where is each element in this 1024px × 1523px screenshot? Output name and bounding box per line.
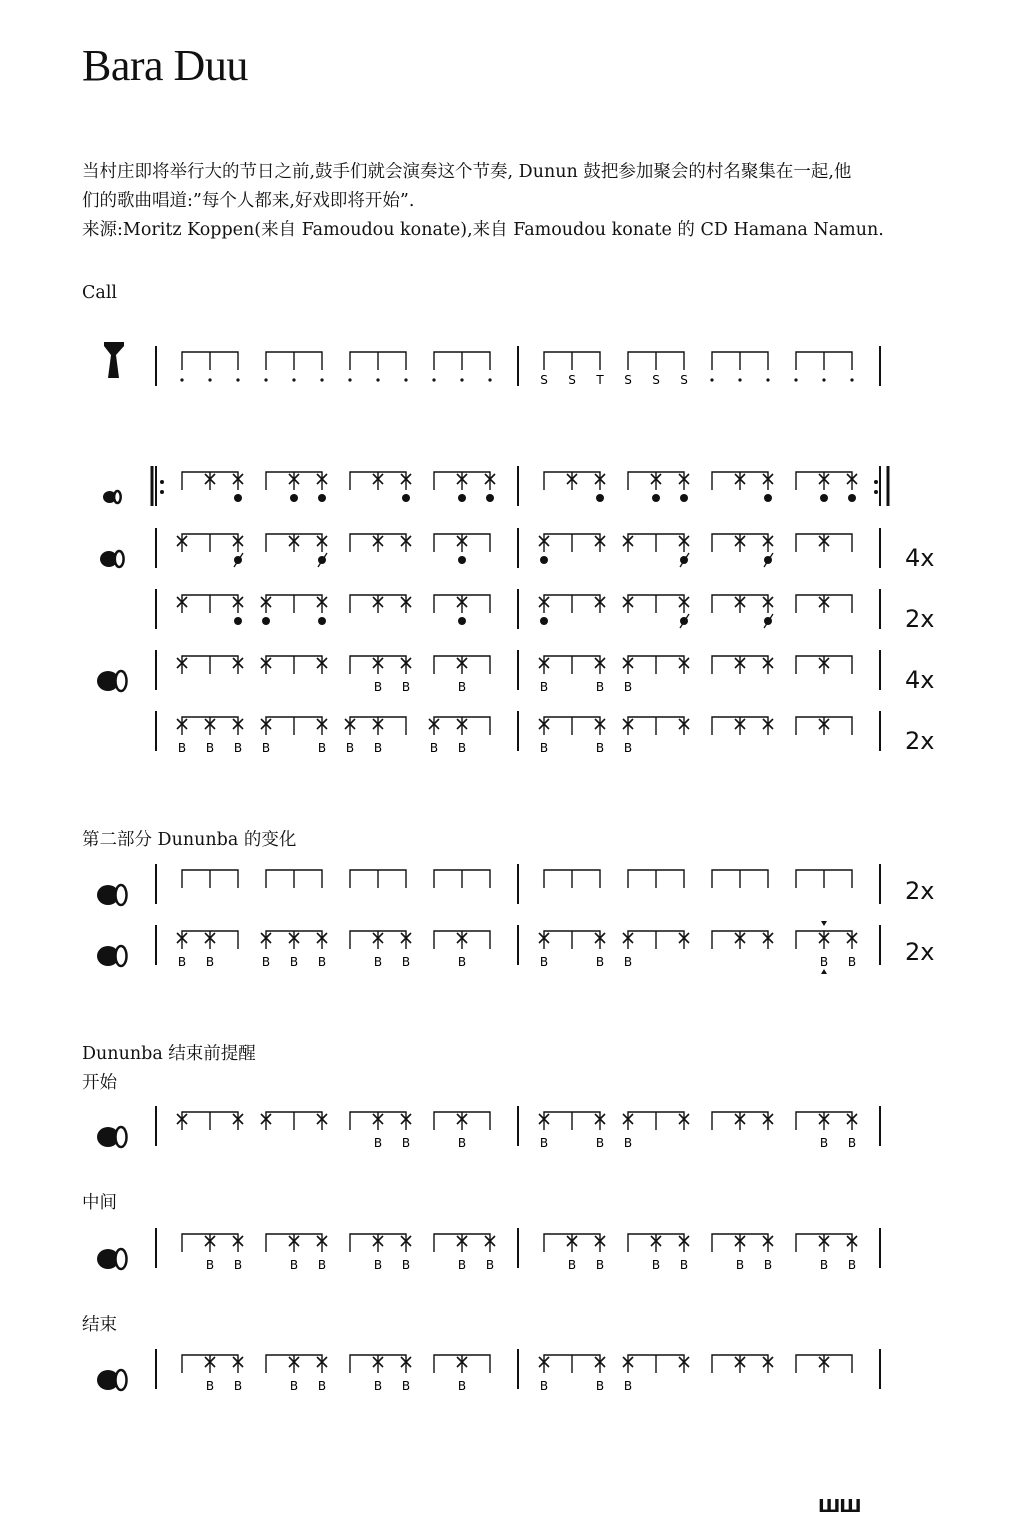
beat-bracket bbox=[350, 1234, 406, 1252]
bass-letter: B bbox=[457, 1136, 467, 1150]
stroke-letter: S bbox=[680, 373, 688, 387]
bass-letter: B bbox=[373, 1136, 383, 1150]
rest-dot bbox=[794, 378, 797, 381]
open-stroke bbox=[318, 494, 326, 502]
notation-row-var2 bbox=[156, 921, 880, 974]
beat-bracket bbox=[434, 656, 490, 674]
bass-letter: B bbox=[373, 1379, 383, 1393]
bass-letter: B bbox=[317, 1379, 327, 1393]
beat-bracket bbox=[796, 656, 852, 674]
bass-letter: B bbox=[595, 741, 605, 755]
drum-head bbox=[116, 1127, 127, 1147]
beat-bracket bbox=[434, 717, 490, 735]
beat-bracket bbox=[544, 656, 600, 674]
rest-dot bbox=[348, 378, 351, 381]
beat-bracket bbox=[182, 1112, 238, 1130]
bass-letter: B bbox=[373, 1258, 383, 1272]
accent-mark bbox=[821, 969, 827, 974]
rest-dot bbox=[180, 378, 183, 381]
beat-bracket bbox=[796, 595, 852, 613]
intro-line: 们的歌曲唱道:”每个人都来,好戏即将开始”. bbox=[82, 191, 415, 211]
intro-line: 当村庄即将举行大的节日之前,鼓手们就会演奏这个节奏, Dunun 鼓把参加聚会的村名聚集在一起,他 bbox=[82, 162, 852, 182]
beat-bracket bbox=[628, 1234, 684, 1252]
beat-bracket bbox=[182, 534, 238, 552]
notation-row-kenkeni bbox=[152, 466, 888, 506]
beat-bracket bbox=[266, 352, 322, 370]
bass-letter: B bbox=[623, 680, 633, 694]
drum-head bbox=[116, 671, 127, 691]
beat-bracket bbox=[266, 534, 322, 552]
beat-bracket bbox=[266, 931, 322, 949]
bass-letter: B bbox=[401, 680, 411, 694]
bass-letter: B bbox=[623, 1136, 633, 1150]
rest-dot bbox=[320, 378, 323, 381]
open-stroke bbox=[820, 494, 828, 502]
bass-letter: B bbox=[401, 955, 411, 969]
beat-bracket bbox=[712, 870, 768, 888]
rest-dot bbox=[404, 378, 407, 381]
bass-letter: B bbox=[457, 955, 467, 969]
open-stroke bbox=[486, 494, 494, 502]
bass-letter: B bbox=[623, 741, 633, 755]
bass-letter: B bbox=[289, 1379, 299, 1393]
bass-letter: B bbox=[763, 1258, 773, 1272]
bass-letter: B bbox=[317, 955, 327, 969]
beat-bracket bbox=[434, 1112, 490, 1130]
beat-bracket bbox=[544, 534, 600, 552]
bass-letter: B bbox=[317, 1258, 327, 1272]
accent-mark bbox=[821, 921, 827, 926]
section-label-part2: 第二部分 Dununba 的变化 bbox=[82, 830, 297, 850]
notation-row-var1 bbox=[156, 864, 880, 904]
bass-letter: B bbox=[595, 1136, 605, 1150]
beat-bracket bbox=[350, 870, 406, 888]
beat-bracket bbox=[628, 656, 684, 674]
bass-letter: B bbox=[679, 1258, 689, 1272]
beat-bracket bbox=[544, 595, 600, 613]
stroke-letter: S bbox=[540, 373, 548, 387]
bass-letter: B bbox=[317, 741, 327, 755]
beat-bracket bbox=[350, 931, 406, 949]
dununba-icon bbox=[97, 671, 127, 691]
beat-bracket bbox=[544, 1112, 600, 1130]
beat-bracket bbox=[712, 534, 768, 552]
rest-dot bbox=[766, 378, 769, 381]
bass-letter: B bbox=[539, 1136, 549, 1150]
beat-bracket bbox=[712, 656, 768, 674]
beat-bracket bbox=[544, 1355, 600, 1373]
rest-dot bbox=[488, 378, 491, 381]
djembe-shape bbox=[104, 342, 124, 378]
rest-dot bbox=[208, 378, 211, 381]
open-stroke bbox=[848, 494, 856, 502]
sangban-icon bbox=[100, 551, 124, 567]
bass-letter: B bbox=[457, 1258, 467, 1272]
bass-letter: B bbox=[205, 1258, 215, 1272]
beat-bracket bbox=[628, 352, 684, 370]
open-stroke bbox=[680, 494, 688, 502]
beat-bracket bbox=[266, 1112, 322, 1130]
beat-bracket bbox=[712, 472, 768, 490]
beat-bracket bbox=[712, 595, 768, 613]
beat-bracket bbox=[266, 1234, 322, 1252]
section-label-call: Call bbox=[82, 283, 118, 303]
beat-bracket bbox=[796, 870, 852, 888]
open-stroke bbox=[540, 556, 548, 564]
notation-row-dununba2 bbox=[156, 711, 880, 755]
stroke-letter: S bbox=[652, 373, 660, 387]
bass-letter: B bbox=[401, 1136, 411, 1150]
bass-letter: B bbox=[289, 955, 299, 969]
beat-bracket bbox=[182, 1234, 238, 1252]
bass-letter: B bbox=[623, 955, 633, 969]
beat-bracket bbox=[796, 1112, 852, 1130]
beat-bracket bbox=[434, 595, 490, 613]
beat-bracket bbox=[350, 534, 406, 552]
open-stroke bbox=[234, 494, 242, 502]
beat-bracket bbox=[266, 656, 322, 674]
beat-bracket bbox=[796, 472, 852, 490]
repeat-dot bbox=[874, 480, 878, 484]
bass-letter: B bbox=[205, 1379, 215, 1393]
bass-letter: B bbox=[373, 741, 383, 755]
bass-letter: B bbox=[429, 741, 439, 755]
section-label-start: 开始 bbox=[82, 1073, 117, 1093]
beat-bracket bbox=[266, 717, 322, 735]
beat-bracket bbox=[544, 1234, 600, 1252]
dununba-icon bbox=[97, 885, 127, 905]
bass-letter: B bbox=[595, 1379, 605, 1393]
beat-bracket bbox=[544, 870, 600, 888]
drum-head bbox=[116, 885, 127, 905]
rest-dot bbox=[236, 378, 239, 381]
beat-bracket bbox=[266, 472, 322, 490]
open-stroke bbox=[652, 494, 660, 502]
dununba-icon bbox=[97, 1127, 127, 1147]
beat-bracket bbox=[350, 1112, 406, 1130]
stroke-letter: T bbox=[596, 373, 604, 387]
notation-row-dununba1 bbox=[156, 650, 880, 694]
repeat-dot bbox=[160, 480, 164, 484]
bass-letter: B bbox=[233, 741, 243, 755]
beat-bracket bbox=[266, 1355, 322, 1373]
beat-bracket bbox=[628, 931, 684, 949]
open-stroke bbox=[596, 494, 604, 502]
bass-letter: B bbox=[457, 680, 467, 694]
repeat-count: 4x bbox=[905, 666, 935, 694]
beat-bracket bbox=[182, 717, 238, 735]
beat-bracket bbox=[628, 1112, 684, 1130]
beat-bracket bbox=[544, 352, 600, 370]
bass-letter: B bbox=[401, 1379, 411, 1393]
repeat-count: 2x bbox=[905, 605, 935, 633]
bass-letter: B bbox=[651, 1258, 661, 1272]
beat-bracket bbox=[350, 595, 406, 613]
beat-bracket bbox=[796, 931, 852, 949]
bass-letter: B bbox=[847, 1258, 857, 1272]
footer-mark: ШШ bbox=[818, 1496, 861, 1517]
beat-bracket bbox=[350, 472, 406, 490]
beat-bracket bbox=[712, 717, 768, 735]
drum-head bbox=[116, 946, 127, 966]
rest-dot bbox=[264, 378, 267, 381]
beat-bracket bbox=[182, 931, 238, 949]
section-label-end: 结束 bbox=[82, 1315, 117, 1335]
beat-bracket bbox=[628, 1355, 684, 1373]
section-label-ending: Dununba 结束前提醒 bbox=[82, 1044, 256, 1064]
rest-dot bbox=[432, 378, 435, 381]
beat-bracket bbox=[434, 534, 490, 552]
rest-dot bbox=[292, 378, 295, 381]
open-stroke bbox=[262, 617, 270, 625]
stroke-letter: S bbox=[568, 373, 576, 387]
beat-bracket bbox=[434, 1234, 490, 1252]
stroke-letter: S bbox=[624, 373, 632, 387]
beat-bracket bbox=[628, 595, 684, 613]
bass-letter: B bbox=[205, 955, 215, 969]
notation-row-start bbox=[156, 1106, 880, 1150]
bass-letter: B bbox=[735, 1258, 745, 1272]
bass-letter: B bbox=[539, 1379, 549, 1393]
open-stroke bbox=[458, 617, 466, 625]
bass-letter: B bbox=[457, 741, 467, 755]
open-stroke bbox=[234, 617, 242, 625]
beat-bracket bbox=[628, 534, 684, 552]
beat-bracket bbox=[796, 352, 852, 370]
beat-bracket bbox=[434, 931, 490, 949]
repeat-count: 2x bbox=[905, 938, 935, 966]
beat-bracket bbox=[266, 870, 322, 888]
rest-dot bbox=[738, 378, 741, 381]
beat-bracket bbox=[182, 1355, 238, 1373]
notation-row-sangban1 bbox=[156, 528, 880, 568]
bass-letter: B bbox=[623, 1379, 633, 1393]
bass-letter: B bbox=[289, 1258, 299, 1272]
open-stroke bbox=[402, 494, 410, 502]
beat-bracket bbox=[350, 717, 406, 735]
beat-bracket bbox=[434, 1355, 490, 1373]
beat-bracket bbox=[628, 472, 684, 490]
rest-dot bbox=[850, 378, 853, 381]
bass-letter: B bbox=[261, 955, 271, 969]
repeat-dot bbox=[160, 490, 164, 494]
bass-letter: B bbox=[595, 680, 605, 694]
beat-bracket bbox=[544, 472, 600, 490]
bass-letter: B bbox=[345, 741, 355, 755]
bass-letter: B bbox=[595, 955, 605, 969]
beat-bracket bbox=[796, 717, 852, 735]
beat-bracket bbox=[434, 472, 490, 490]
bass-letter: B bbox=[233, 1379, 243, 1393]
dununba-icon bbox=[97, 1249, 127, 1269]
section-label-middle: 中间 bbox=[82, 1193, 117, 1213]
page-title: Bara Duu bbox=[82, 41, 248, 90]
beat-bracket bbox=[350, 1355, 406, 1373]
repeat-count: 2x bbox=[905, 877, 935, 905]
bass-letter: B bbox=[539, 955, 549, 969]
bass-letter: B bbox=[595, 1258, 605, 1272]
beat-bracket bbox=[628, 717, 684, 735]
beat-bracket bbox=[544, 717, 600, 735]
bass-letter: B bbox=[457, 1379, 467, 1393]
drum-head bbox=[116, 1249, 127, 1269]
rest-dot bbox=[822, 378, 825, 381]
bass-letter: B bbox=[401, 1258, 411, 1272]
bass-letter: B bbox=[177, 955, 187, 969]
bass-letter: B bbox=[373, 680, 383, 694]
notation-row-call bbox=[156, 346, 880, 387]
beat-bracket bbox=[182, 352, 238, 370]
beat-bracket bbox=[796, 534, 852, 552]
bass-letter: B bbox=[233, 1258, 243, 1272]
beat-bracket bbox=[182, 870, 238, 888]
open-stroke bbox=[318, 617, 326, 625]
drum-head bbox=[114, 491, 121, 503]
bass-letter: B bbox=[539, 680, 549, 694]
beat-bracket bbox=[712, 352, 768, 370]
bass-letter: B bbox=[485, 1258, 495, 1272]
repeat-count: 2x bbox=[905, 727, 935, 755]
notation-row-sangban2 bbox=[156, 589, 880, 629]
bass-letter: B bbox=[261, 741, 271, 755]
beat-bracket bbox=[544, 931, 600, 949]
beat-bracket bbox=[182, 595, 238, 613]
bass-letter: B bbox=[819, 955, 829, 969]
bass-letter: B bbox=[567, 1258, 577, 1272]
open-stroke bbox=[458, 556, 466, 564]
notation-row-end bbox=[156, 1349, 880, 1393]
beat-bracket bbox=[434, 870, 490, 888]
open-stroke bbox=[290, 494, 298, 502]
rest-dot bbox=[710, 378, 713, 381]
beat-bracket bbox=[182, 472, 238, 490]
beat-bracket bbox=[266, 595, 322, 613]
intro-line: 来源:Moritz Koppen(来自 Famoudou konate),来自 Famoudou konate 的 CD Hamana Namun. bbox=[82, 220, 884, 240]
beat-bracket bbox=[628, 870, 684, 888]
beat-bracket bbox=[712, 1234, 768, 1252]
bass-letter: B bbox=[177, 741, 187, 755]
beat-bracket bbox=[350, 656, 406, 674]
bass-letter: B bbox=[205, 741, 215, 755]
beat-bracket bbox=[712, 931, 768, 949]
rest-dot bbox=[460, 378, 463, 381]
beat-bracket bbox=[712, 1112, 768, 1130]
beat-bracket bbox=[434, 352, 490, 370]
djembe-icon bbox=[104, 342, 124, 378]
notation-row-middle bbox=[156, 1228, 880, 1272]
beat-bracket bbox=[350, 352, 406, 370]
open-stroke bbox=[764, 494, 772, 502]
open-stroke bbox=[458, 494, 466, 502]
beat-bracket bbox=[712, 1355, 768, 1373]
beat-bracket bbox=[796, 1234, 852, 1252]
drum-head bbox=[115, 551, 124, 567]
bass-letter: B bbox=[373, 955, 383, 969]
dununba-icon bbox=[97, 1370, 127, 1390]
bass-letter: B bbox=[847, 955, 857, 969]
repeat-dot bbox=[874, 490, 878, 494]
open-stroke bbox=[540, 617, 548, 625]
rest-dot bbox=[376, 378, 379, 381]
bass-letter: B bbox=[847, 1136, 857, 1150]
dununba-icon bbox=[97, 946, 127, 966]
bass-letter: B bbox=[539, 741, 549, 755]
kenkeni-icon bbox=[103, 491, 121, 503]
bass-letter: B bbox=[819, 1258, 829, 1272]
repeat-count: 4x bbox=[905, 544, 935, 572]
bass-letter: B bbox=[819, 1136, 829, 1150]
drum-head bbox=[116, 1370, 127, 1390]
beat-bracket bbox=[182, 656, 238, 674]
beat-bracket bbox=[796, 1355, 852, 1373]
